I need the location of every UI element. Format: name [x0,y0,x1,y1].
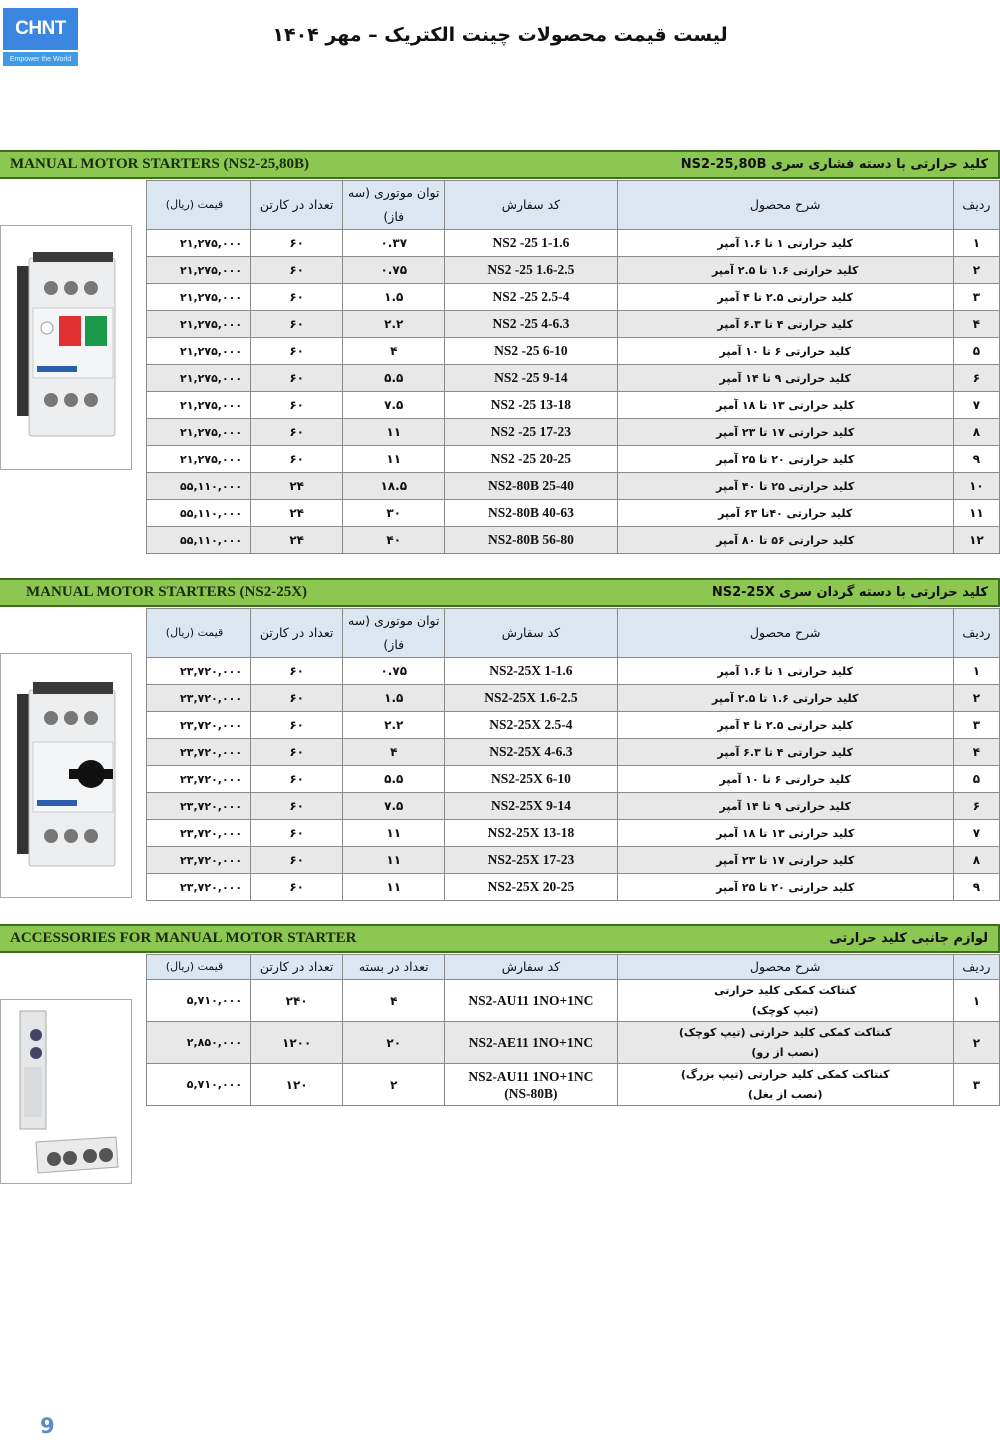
description-cell [617,980,953,1022]
order-code-cell: NS2-25X 13-18 [445,820,617,847]
price-cell: ۵۵,۱۱۰,۰۰۰ [147,500,251,527]
description-cell: کلید حرارتی ۵۶ تا ۸۰ آمپر [617,527,953,554]
table-row [147,685,1000,712]
col-motor-power: توان موتوری (سه فاز) [343,181,445,230]
qty-carton-cell: ۶۰ [251,311,343,338]
description-cell: کلید حرارتی ۱.۶ تا ۲.۵ آمپر [617,685,953,712]
row-number-cell: ۳ [953,1064,999,1106]
price-cell: ۲۱,۲۷۵,۰۰۰ [147,446,251,473]
description-cell: کلید حرارتی ۱ تا ۱.۶ آمپر [617,230,953,257]
table-row [147,311,1000,338]
row-number-cell: ۹ [953,874,999,901]
motor-power-cell: ۴ [343,338,445,365]
order-code-cell: NS2-80B 40-63 [445,500,617,527]
col-qty-carton: تعداد در کارتن [251,955,343,980]
row-number-cell: ۲ [953,1022,999,1064]
order-code-cell: NS2-25X 1-1.6 [445,658,617,685]
description-cell: کلید حرارتی ۴۰تا ۶۳ آمپر [617,500,953,527]
col-row-number: ردیف [953,609,999,658]
order-code-cell: NS2 -25 1-1.6 [445,230,617,257]
description-cell [617,1022,953,1064]
description-cell: کلید حرارتی ۴ تا ۶.۳ آمپر [617,311,953,338]
price-cell: ۲۱,۲۷۵,۰۰۰ [147,311,251,338]
description-cell: کلید حرارتی ۱۳ تا ۱۸ آمپر [617,392,953,419]
description-cell: کلید حرارتی ۱ تا ۱.۶ آمپر [617,658,953,685]
row-number-cell: ۲ [953,257,999,284]
row-number-cell: ۳ [953,712,999,739]
row-number-cell: ۶ [953,793,999,820]
section-title-fa: لوازم جانبی کلید حرارتی [829,931,988,946]
price-cell: ۲۱,۲۷۵,۰۰۰ [147,338,251,365]
order-code-cell: NS2-25X 1.6-2.5 [445,685,617,712]
col-price: قیمت (ریال) [147,609,251,658]
table-row [147,766,1000,793]
table-row [147,230,1000,257]
col-qty-pack: تعداد در بسته [343,955,445,980]
qty-carton-cell: ۲۴ [251,527,343,554]
description-cell: کلید حرارتی ۶ تا ۱۰ آمپر [617,338,953,365]
motor-power-cell: ۵.۵ [343,365,445,392]
motor-power-cell: ۴۰ [343,527,445,554]
qty-pack-cell: ۴ [343,980,445,1022]
qty-carton-cell: ۶۰ [251,685,343,712]
row-number-cell: ۹ [953,446,999,473]
description-cell: کلید حرارتی ۹ تا ۱۴ آمپر [617,365,953,392]
col-order-code: کد سفارش [445,181,617,230]
qty-carton-cell: ۶۰ [251,365,343,392]
product-image-push-button-starter [0,225,132,470]
description-cell: کلید حرارتی ۶ تا ۱۰ آمپر [617,766,953,793]
description-cell: کلید حرارتی ۱۷ تا ۲۳ آمپر [617,419,953,446]
price-cell: ۵۵,۱۱۰,۰۰۰ [147,473,251,500]
table-row [147,820,1000,847]
table-row [147,284,1000,311]
order-code-cell: NS2-25X 17-23 [445,847,617,874]
price-cell: ۲۳,۷۲۰,۰۰۰ [147,847,251,874]
description-line2: (تیپ کوچک) [751,1003,819,1017]
table-row [147,473,1000,500]
price-table-accessories [146,954,1000,1106]
row-number-cell: ۳ [953,284,999,311]
order-code-cell: NS2 -25 4-6.3 [445,311,617,338]
price-cell: ۵,۷۱۰,۰۰۰ [147,980,251,1022]
price-table-ns2-25-80b [146,180,1000,554]
qty-carton-cell: ۶۰ [251,257,343,284]
motor-power-cell: ۷.۵ [343,392,445,419]
table-row [147,500,1000,527]
order-code-cell [445,980,617,1022]
motor-power-cell: ۴ [343,739,445,766]
col-price: قیمت (ریال) [147,181,251,230]
qty-carton-cell: ۶۰ [251,230,343,257]
price-cell: ۲۳,۷۲۰,۰۰۰ [147,820,251,847]
row-number-cell: ۱ [953,658,999,685]
order-code-cell: NS2 -25 20-25 [445,446,617,473]
description-line1: کنتاکت کمکی کلید حرارتی (تیپ کوچک) [678,1025,892,1039]
description-line1: کنتاکت کمکی کلید حرارتی (تیپ بزرگ) [680,1067,890,1081]
description-cell [617,1064,953,1106]
description-cell: کلید حرارتی ۲۰ تا ۲۵ آمپر [617,874,953,901]
motor-power-cell: ۱۸.۵ [343,473,445,500]
description-cell: کلید حرارتی ۱.۶ تا ۲.۵ آمپر [617,257,953,284]
qty-carton-cell: ۲۴ [251,500,343,527]
table-row [147,874,1000,901]
qty-carton-cell: ۶۰ [251,739,343,766]
chnt-logo [3,8,78,66]
auxiliary-contact-blocks-icon [6,1007,126,1177]
price-cell: ۲۳,۷۲۰,۰۰۰ [147,874,251,901]
row-number-cell: ۸ [953,419,999,446]
price-cell: ۲۱,۲۷۵,۰۰۰ [147,230,251,257]
order-code-cell: NS2-25X 9-14 [445,793,617,820]
page-title: لیست قیمت محصولات چینت الکتریک – مهر ۱۴۰۴ [272,24,728,46]
description-line2: (نصب از رو) [751,1045,819,1059]
motor-power-cell: ۱۱ [343,419,445,446]
order-code-cell: NS2 -25 2.5-4 [445,284,617,311]
description-cell: کلید حرارتی ۱۷ تا ۲۳ آمپر [617,847,953,874]
motor-power-cell: ۱۱ [343,874,445,901]
row-number-cell: ۱ [953,980,999,1022]
motor-power-cell: ۰.۷۵ [343,257,445,284]
table-row [147,392,1000,419]
row-number-cell: ۴ [953,739,999,766]
qty-carton-cell: ۶۰ [251,419,343,446]
price-table-ns2-25x [146,608,1000,901]
order-code-cell: NS2 -25 1.6-2.5 [445,257,617,284]
table-header-row [147,955,1000,980]
qty-carton-cell: ۶۰ [251,712,343,739]
description-cell: کلید حرارتی ۱۳ تا ۱۸ آمپر [617,820,953,847]
motor-power-cell: ۱۱ [343,446,445,473]
qty-carton-cell: ۶۰ [251,284,343,311]
price-cell: ۲۳,۷۲۰,۰۰۰ [147,739,251,766]
motor-power-cell: ۵.۵ [343,766,445,793]
row-number-cell: ۶ [953,365,999,392]
row-number-cell: ۱۰ [953,473,999,500]
qty-carton-cell: ۶۰ [251,847,343,874]
table-row [147,527,1000,554]
qty-carton-cell: ۶۰ [251,392,343,419]
qty-carton-cell: ۱۲۰۰ [251,1022,343,1064]
col-qty-carton: تعداد در کارتن [251,181,343,230]
row-number-cell: ۴ [953,311,999,338]
row-number-cell: ۲ [953,685,999,712]
table-row [147,739,1000,766]
price-cell: ۲۳,۷۲۰,۰۰۰ [147,712,251,739]
order-code-line1: NS2-AE11 1NO+1NC [468,1035,594,1050]
order-code-cell: NS2-80B 25-40 [445,473,617,500]
qty-carton-cell: ۱۲۰ [251,1064,343,1106]
row-number-cell: ۱۱ [953,500,999,527]
description-cell: کلید حرارتی ۲۰ تا ۲۵ آمپر [617,446,953,473]
price-cell: ۲۳,۷۲۰,۰۰۰ [147,793,251,820]
logo-tagline: Empower the World [3,52,78,66]
page-number: 9 [40,1414,55,1438]
order-code-cell: NS2-25X 4-6.3 [445,739,617,766]
row-number-cell: ۷ [953,820,999,847]
table-row [147,1022,1000,1064]
motor-power-cell: ۷.۵ [343,793,445,820]
order-code-line2: (NS-80B) [504,1085,558,1101]
description-cell: کلید حرارتی ۲۵ تا ۴۰ آمپر [617,473,953,500]
row-number-cell: ۵ [953,338,999,365]
section-title-fa: کلید حرارتی با دسته فشاری سری NS2-25,80B [680,157,988,172]
price-cell: ۲۱,۲۷۵,۰۰۰ [147,257,251,284]
motor-power-cell: ۲.۲ [343,712,445,739]
order-code-line1: NS2-AU11 1NO+1NC [468,993,594,1008]
order-code-cell: NS2 -25 6-10 [445,338,617,365]
table-row [147,446,1000,473]
order-code-cell [445,1064,617,1106]
col-order-code: کد سفارش [445,955,617,980]
qty-carton-cell: ۶۰ [251,874,343,901]
table-row [147,365,1000,392]
qty-carton-cell: ۶۰ [251,338,343,365]
col-price: قیمت (ریال) [147,955,251,980]
price-cell: ۲۳,۷۲۰,۰۰۰ [147,766,251,793]
order-code-cell: NS2-25X 6-10 [445,766,617,793]
col-order-code: کد سفارش [445,609,617,658]
motor-power-cell: ۱۱ [343,847,445,874]
motor-power-cell: ۱.۵ [343,284,445,311]
row-number-cell: ۸ [953,847,999,874]
section-title-en: ACCESSORIES FOR MANUAL MOTOR STARTER [10,930,357,946]
row-number-cell: ۱ [953,230,999,257]
table-row [147,338,1000,365]
description-cell: کلید حرارتی ۹ تا ۱۴ آمپر [617,793,953,820]
table-row [147,1064,1000,1106]
qty-carton-cell: ۲۴۰ [251,980,343,1022]
qty-carton-cell: ۶۰ [251,658,343,685]
qty-carton-cell: ۶۰ [251,766,343,793]
product-image-rotary-starter [0,653,132,898]
section-title-fa: کلید حرارتی با دسته گردان سری NS2-25X [711,585,988,600]
price-cell: ۲۱,۲۷۵,۰۰۰ [147,284,251,311]
price-cell: ۲,۸۵۰,۰۰۰ [147,1022,251,1064]
table-row [147,712,1000,739]
section-title-en: MANUAL MOTOR STARTERS (NS2-25X) [26,584,308,600]
col-motor-power: توان موتوری (سه فاز) [343,609,445,658]
section-title-en: MANUAL MOTOR STARTERS (NS2-25,80B) [10,156,309,172]
price-cell: ۵,۷۱۰,۰۰۰ [147,1064,251,1106]
order-code-cell: NS2-25X 20-25 [445,874,617,901]
order-code-cell: NS2 -25 17-23 [445,419,617,446]
price-cell: ۲۳,۷۲۰,۰۰۰ [147,658,251,685]
section-band-ns2-25x [0,578,1000,607]
order-code-cell: NS2-25X 2.5-4 [445,712,617,739]
col-row-number: ردیف [953,955,999,980]
col-description: شرح محصول [617,609,953,658]
product-image-auxiliary-contacts [0,999,132,1184]
table-header-row [147,181,1000,230]
table-row [147,847,1000,874]
col-description: شرح محصول [617,955,953,980]
price-cell: ۲۳,۷۲۰,۰۰۰ [147,685,251,712]
order-code-line1: NS2-AU11 1NO+1NC [468,1068,594,1084]
description-cell: کلید حرارتی ۲.۵ تا ۴ آمپر [617,712,953,739]
col-description: شرح محصول [617,181,953,230]
row-number-cell: ۵ [953,766,999,793]
col-row-number: ردیف [953,181,999,230]
rotary-handle-motor-starter-icon [11,676,121,876]
motor-power-cell: ۱.۵ [343,685,445,712]
table-row [147,658,1000,685]
col-qty-carton: تعداد در کارتن [251,609,343,658]
motor-power-cell: ۰.۷۵ [343,658,445,685]
order-code-cell: NS2 -25 13-18 [445,392,617,419]
motor-power-cell: ۱۱ [343,820,445,847]
section-band-ns2-25-80b [0,150,1000,179]
row-number-cell: ۱۲ [953,527,999,554]
table-row [147,980,1000,1022]
price-cell: ۵۵,۱۱۰,۰۰۰ [147,527,251,554]
logo-wordmark: CHNT [3,8,78,50]
table-row [147,419,1000,446]
motor-power-cell: ۲.۲ [343,311,445,338]
qty-carton-cell: ۶۰ [251,820,343,847]
motor-power-cell: ۳۰ [343,500,445,527]
qty-carton-cell: ۶۰ [251,793,343,820]
description-cell: کلید حرارتی ۴ تا ۶.۳ آمپر [617,739,953,766]
table-row [147,257,1000,284]
description-line2: (نصب از بغل) [747,1087,823,1101]
description-cell: کلید حرارتی ۲.۵ تا ۴ آمپر [617,284,953,311]
order-code-cell [445,1022,617,1064]
table-row [147,793,1000,820]
qty-pack-cell: ۲۰ [343,1022,445,1064]
motor-power-cell: ۰.۳۷ [343,230,445,257]
qty-carton-cell: ۶۰ [251,446,343,473]
qty-carton-cell: ۲۴ [251,473,343,500]
order-code-cell: NS2-80B 56-80 [445,527,617,554]
table-header-row [147,609,1000,658]
price-cell: ۲۱,۲۷۵,۰۰۰ [147,392,251,419]
section-band-accessories [0,924,1000,953]
push-button-motor-starter-icon [11,248,121,448]
row-number-cell: ۷ [953,392,999,419]
price-cell: ۲۱,۲۷۵,۰۰۰ [147,419,251,446]
qty-pack-cell: ۲ [343,1064,445,1106]
price-cell: ۲۱,۲۷۵,۰۰۰ [147,365,251,392]
order-code-cell: NS2 -25 9-14 [445,365,617,392]
description-line1: کنتاکت کمکی کلید حرارتی [714,983,857,997]
